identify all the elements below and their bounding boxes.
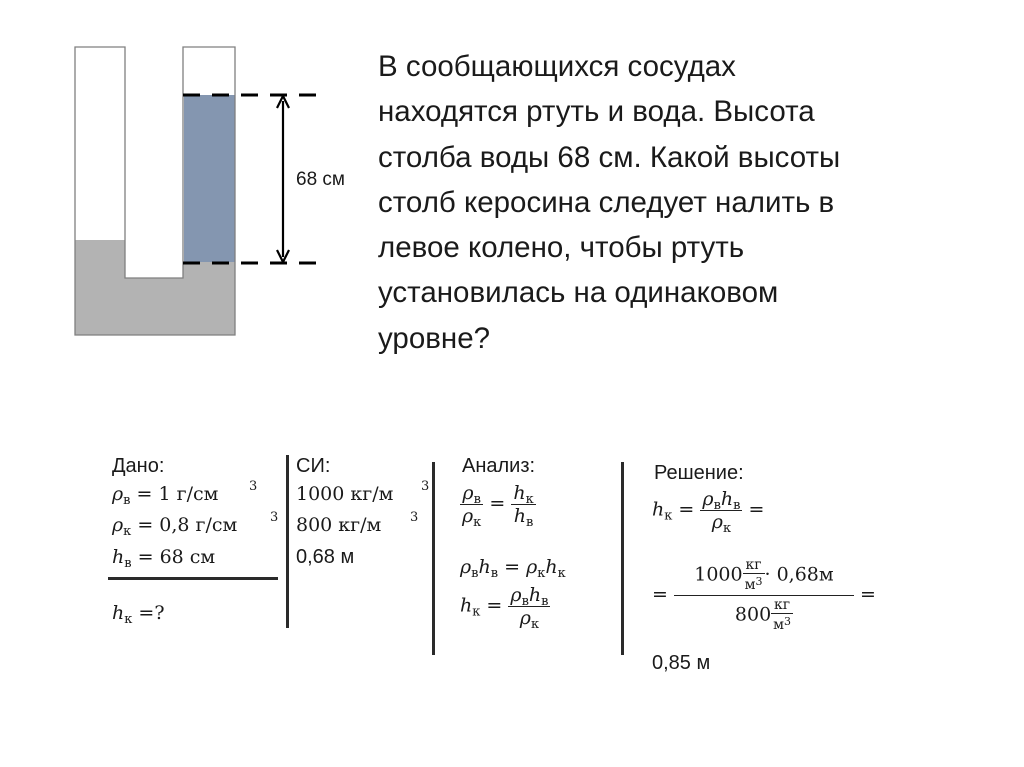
find-h-kerosene: $h_к$ =? [112,602,165,627]
problem-line: столб керосина следует налить в [378,185,835,219]
si-h-water: 0,68 м [296,546,355,568]
given-h-water: $h_в = 68$ см [112,546,216,571]
problem-line: уровне? [378,321,491,355]
column-divider [621,462,624,655]
problem-line: В сообщающихся сосудах [378,50,736,83]
column-divider [286,455,289,628]
problem-line: находятся ртуть и вода. Высота [378,95,815,129]
analysis-result-formula: $h_к$ = $\frac{\rho_вh_в}{\rho_к}$ [460,584,549,632]
analysis-ratio-formula: $\frac{\rho_в}{\rho_к}$ = $\frac{h_к}{h_в}$ [462,482,534,530]
analysis-heading: Анализ: [462,455,536,477]
height-label: 68 см [296,169,345,190]
given-rho-kerosene: $\rho_к = 0,8$ г/см [112,514,238,539]
problem-line: столба воды 68 см. Какой высоты [378,140,841,174]
problem-line: установилась на одинаковом [378,276,779,310]
solution-substitution: = 1000 $\frac{кг}{м^3}$ · 0,68м 800 $\frac{кг}{м^3}$ = [652,557,876,633]
solution-formula: $h_к$ = $\frac{\rho_вh_в}{\rho_к}$ = [652,488,765,536]
height-arrow [277,96,289,262]
column-divider [432,462,435,655]
si-rho-water: 1000 кг/м [296,483,394,505]
si-rho-kerosene: 800 кг/м [296,514,382,536]
analysis-product-formula: $\rho_вh_в = \rho_кh_к$ [460,556,566,581]
problem-line: левое колено, чтобы ртуть [378,231,745,265]
si-heading: СИ: [296,455,331,477]
dano-divider [108,577,278,580]
water-fill [184,95,235,262]
given-rho-water: $\rho_в = 1$ г/см [112,483,219,508]
dano-heading: Дано: [112,455,165,477]
solution-heading: Решение: [654,462,744,484]
solution-answer: 0,85 м [652,652,711,674]
problem-statement [378,44,978,361]
